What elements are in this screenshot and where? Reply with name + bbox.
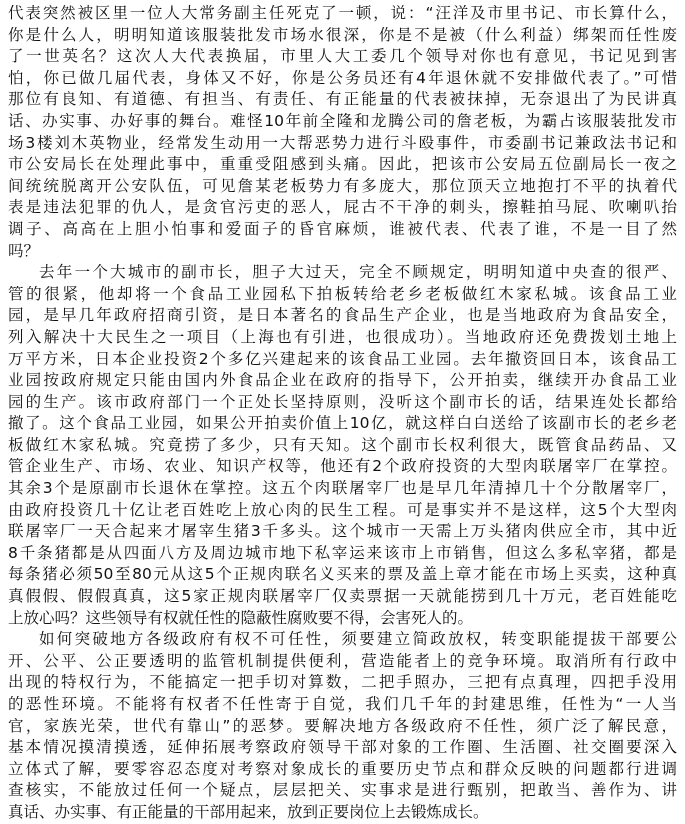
text-line: 立体式了解，要零容忍态度对考察对象成长的重要历史节点和群众反映的问题都行进调 <box>8 759 677 778</box>
text-line: 查核实，不能放过任何一个疑点，层层把关、实事求是进行甄别，把敢当、善作为、讲 <box>8 781 677 800</box>
text-line: 联屠宰厂一天合起来才屠宰生猪3千多头。这个城市一天需上万头猪肉供应全市，其中近 <box>8 522 677 541</box>
text-line: 表是违法犯罪的仇人，是贪官污吏的恶人，屁古不干净的刺头，擦鞋拍马屁、吹喇叭抬 <box>8 198 677 217</box>
text-line: 场3楼刘木英物业，经常发生动用一大帮恶势力进行斗殴事件，市委副书记兼政法书记和 <box>8 133 677 152</box>
text-line: 你是什么人，明明知道该服装批发市场水很深，你是不是被（什么利益）绑架而任性废 <box>8 25 677 44</box>
text-line: 间统统脱离开公安队伍，可见詹某老板势力有多庞大，那位顶天立地抱打不平的执着代 <box>8 176 677 195</box>
text-line: 8千条猪都是从四面八方及周边城市地下私宰运来该市上市销售，但这么多私宰猪，都是 <box>8 543 677 562</box>
text-line: 代表突然被区里一位人大常务副主任死克了一顿，说：“汪洋及市里书记、市长算什么， <box>8 4 677 22</box>
text-line: 撤了。这个食品工业园，如果公开拍卖价值上10亿，就这样白白送给了该副市长的老乡老 <box>8 414 677 433</box>
text-line: 了一世英名？这次人大代表换届，市里人大工委几个领导对你也有意见，书记见到害 <box>8 47 677 66</box>
text-line: 吗？ <box>8 241 40 260</box>
text-line: 园，是早几年政府招商引资，是日本著名的食品生产企业，也是当地政府为食品安全， <box>8 306 677 325</box>
text-line: 真话、办实事、有正能量的干部用起来，放到正要岗位上去锻炼成长。 <box>8 802 489 821</box>
text-line: 上放心吗？这些领导有权就任性的隐蔽性腐败要不得，会害死人的。 <box>8 608 474 627</box>
text-line: 每条猪必须50至80元从这5个正规肉联名义买来的票及盖上章才能在市场上买卖，这种真 <box>8 565 677 584</box>
text-line: 其余3个是原副市长退休在掌控。这五个肉联屠宰厂也是早几年清掉几十个分散屠宰厂， <box>8 479 677 498</box>
text-line: 由政府投资几十亿让老百姓吃上放心肉的民生工程。可是事实并不是这样，这5个大型肉 <box>8 500 677 519</box>
text-line: 万平方米，日本企业投资2个多亿兴建起来的该食品工业园。去年撤资回日本，该食品工 <box>8 349 677 368</box>
text-line: 的恶性环境。不能将有权者不任性寄于自觉，我们几千年的封建思维，任性为“一人当 <box>8 695 677 713</box>
text-line: 管的很紧，他却将一个食品工业园私下拍板转给老乡老板做红木家私城。该食品工业 <box>8 284 677 303</box>
text-line: 基本情况摸清摸透，延伸拓展考察政府领导干部对象的工作圈、生活圈、社交圈要深入 <box>8 738 677 757</box>
text-line: 出现的特权行为，不能搞定一把手切对算数，二把手照办，三把有点真理，四把手没用 <box>8 673 677 692</box>
text-line: 那位有良知、有道德、有担当、有责任、有正能量的代表被抹掉，无奈退出了为民讲真 <box>8 90 677 109</box>
text-line: 管企业生产、市场、农业、知识产权等，他还有2个政府投资的大型肉联屠宰厂在掌控。 <box>8 457 677 476</box>
text-line: 列入解决十大民生之一项目（上海也有引进，也很成功）。当地政府还免费拨划土地上 <box>8 327 677 346</box>
text-line: 市公安局长在处理此事中，重重受阻感到头痛。因此，把该市公安局五位副局长一夜之 <box>8 155 677 174</box>
text-line: 官，家族光荣，世代有靠山”的恶梦。要解决地方各级政府不任性，须广泛了解民意， <box>8 716 677 735</box>
text-line: 业园按政府规定只能由国内外食品企业在政府的指导下，公开拍卖，继续开办食品工业 <box>8 371 677 390</box>
text-line: 开、公平、公正要透明的监管机制提供便利，营造能者上的竞争环境。取消所有行政中 <box>8 651 677 670</box>
text-line: 怕，你已做几届代表，身体又不好，你是公务员还有4年退休就不安排做代表了。”可惜 <box>8 68 677 87</box>
text-line: 板做红木家私城。究竟捞了多少，只有天知。这个副市长权利很大，既管食品药品、又 <box>8 435 677 454</box>
text-line: 园的生产。该市政府部门一个正处长坚持原则，没听这个副市长的话，结果连处长都给 <box>8 392 677 411</box>
text-line: 调子、高高在上胆小怕事和爱面子的昏官麻烦，谁被代表、代表了谁，不是一目了然 <box>8 219 677 238</box>
text-line: 话、办实事、办好事的舞台。难怪10年前全隆和龙腾公司的詹老板，为霸占该服装批发市 <box>8 111 677 130</box>
text-line: 去年一个大城市的副市长，胆子大过天，完全不顾规定，明明知道中央查的很严、 <box>39 263 677 282</box>
text-line: 如何突破地方各级政府有权不可任性，须要建立简政放权，转变职能提拔干部要公 <box>39 630 677 649</box>
text-line: 真假假、假假真真，这5家正规肉联屠宰厂仅卖票据一天就能捞到几十万元，老百姓能吃 <box>8 587 677 606</box>
